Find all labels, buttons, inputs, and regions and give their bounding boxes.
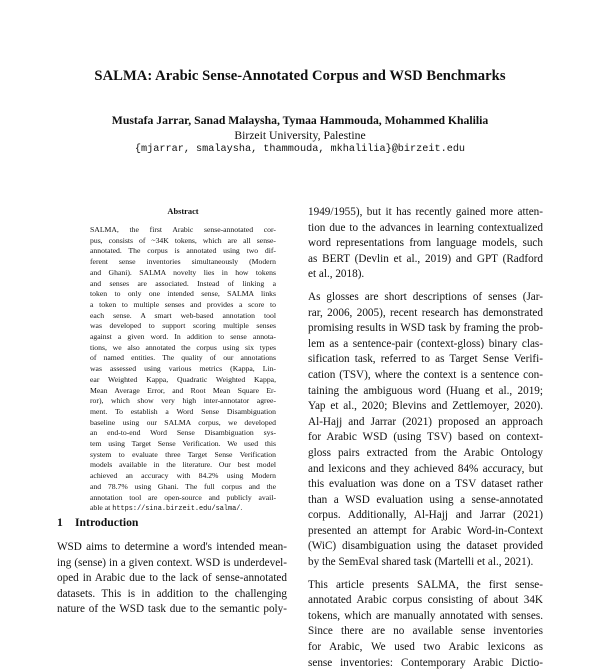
text-line: (WiC) disambiguation using the dataset provided — [308, 540, 543, 553]
text-line: et al., 2018). — [308, 268, 365, 281]
text-line: token to only one intended sense, SALMA links — [90, 289, 276, 299]
text-line: an end-to-end Word Sense Disambiguation sys- — [90, 428, 276, 438]
text-line: SALMA, the first Arabic sense-annotated cor- — [90, 225, 276, 234]
text-line: 1949/1955), but it has recently gained more atten- — [308, 206, 543, 218]
text-line: ror), which show very high inter-annotator agree- — [90, 396, 276, 406]
text-line: models available in the literature. Our best model — [90, 460, 276, 470]
text-line: taining the ambiguous word (Huang et al., 2019; — [308, 384, 543, 397]
section-title: Introduction — [75, 516, 139, 529]
paper-title: SALMA: Arabic Sense-Annotated Corpus and WSD Benchmarks — [94, 68, 506, 84]
text-line: for Arabic, We used two Arabic lexicons as — [308, 641, 543, 654]
text-line — [90, 503, 276, 515]
text-line: sification task, referred to as Target Sense Verifi- — [308, 353, 543, 366]
text-line: corpus. Additionally, Al-Hajj and Jarrar (2021) — [308, 509, 543, 522]
text-line: pus, consists of ~34K tokens, which are all sense- — [90, 235, 276, 245]
text-line: baseline using our SALMA corpus, we developed — [90, 417, 276, 427]
affiliation: Birzeit University, Palestine — [234, 129, 366, 142]
text-line: word representations from language models, such — [308, 237, 543, 250]
text-line: presented an attempt for Arabic Word-in-Context — [308, 524, 543, 537]
text-line: and Ghani). SALMA novelty lies in how tokens — [90, 267, 276, 277]
text-line: system to evaluate three Target Sense Verification — [90, 449, 276, 459]
text-line: tion due to the advances in learning contextualized — [308, 221, 543, 234]
text-line: tokens, which are manually annotated with senses. — [308, 609, 543, 622]
text-line: and senses are associated. Instead of linking a — [90, 278, 276, 288]
paragraph-gap — [308, 571, 543, 578]
text-line: Al-Hajj and Jarrar (2021) proposed an approach — [308, 415, 543, 428]
text-line: against a given word. In addition to sense annota- — [90, 332, 276, 342]
text-line: tem using Target Sense Verification. We used this — [90, 439, 276, 449]
text-line: annotation tool are open-source and publicly avail- — [90, 492, 276, 502]
text-line: cation (TSV), where the context is a sentence con- — [308, 368, 543, 381]
text-line: WSD aims to determine a word's intended mean- — [57, 541, 287, 553]
text-line: this evaluation was done on a TSV dataset rather — [308, 478, 543, 491]
text-line: annotated Arabic corpus consisting of about 34K — [308, 594, 543, 607]
text-line: tions, we also annotated the corpus using six types — [90, 342, 276, 352]
text-line: of named entities. The quality of our annotations — [90, 353, 276, 363]
text-line: lem as a sentence-pair (context-gloss) binary clas- — [308, 337, 543, 350]
author-emails: {mjarrar, smalaysha, thammouda, mkhalilia}@birzeit.edu — [134, 144, 466, 155]
introduction-body — [57, 540, 287, 618]
abstract-tail-text: . — [240, 503, 243, 513]
text-line: and 78.7% using Ghani. The full corpus and the — [90, 481, 276, 491]
text-line: and lexicons and they achieved 84% accuracy, but — [308, 462, 543, 475]
text-line: ear Weighted Kappa, Quadratic Weighted Kappa, — [90, 374, 276, 384]
right-column-body — [308, 205, 543, 671]
text-line: As glosses are short descriptions of senses (Jar- — [308, 290, 543, 303]
text-line: ferent sense inventories simultaneously (Modern — [90, 257, 276, 267]
abstract-heading: Abstract — [167, 207, 199, 216]
text-line: sense inventories: Contemporary Arabic Dictio- — [308, 656, 543, 669]
text-line: for Arabic WSD (using TSV) based on context- — [308, 431, 543, 444]
section-number: 1 — [57, 516, 63, 529]
section-heading-introduction — [57, 516, 138, 529]
abstract-tail-text: able at — [90, 503, 113, 513]
text-line: ment. To establish a Word Sense Disambiguation — [90, 406, 276, 416]
paragraph-gap — [308, 283, 543, 290]
text-line: by the SemEval shared task (Martelli et al., 2021). — [308, 556, 534, 569]
text-line: a token to multiple senses and provides a score to — [90, 299, 276, 309]
text-line: Yap et al., 2020; Blevins and Zettlemoyer, 2020). — [308, 400, 543, 413]
text-line: oped in Arabic due to the lack of sense-annotated — [57, 572, 287, 585]
text-line: achieved an accuracy with 84.2% using Modern — [90, 471, 276, 481]
text-line: was developed to support scoring multiple senses — [90, 321, 276, 331]
author-list: Mustafa Jarrar, Sanad Malaysha, Tymaa Hammouda, Mohammed Khalilia — [111, 114, 489, 127]
text-line: as BERT (Devlin et al., 2019) and GPT (Radford — [308, 252, 543, 265]
text-line: gloss pairs extracted from the Arabic Ontology — [308, 446, 543, 459]
text-line: This article presents SALMA, the first sense- — [308, 578, 543, 591]
abstract-body — [90, 225, 276, 515]
text-line: ing (sense) in a given context. WSD is underdevel- — [57, 556, 287, 569]
text-line: than a WSD evaluation using a sense-annotated — [308, 493, 543, 506]
text-line: Mean Average Error, and Root Mean Square Er- — [90, 385, 276, 395]
text-line: annotated. The corpus is annotated using two dif- — [90, 246, 276, 256]
text-line: nature of the WSD task due to the semantic poly- — [57, 603, 287, 616]
text-line: was assessed using various metrics (Kappa, Lin- — [90, 364, 276, 374]
text-line: datasets. This is in addition to the challenging — [57, 587, 287, 600]
corpus-url-link[interactable]: https://sina.birzeit.edu/salma/ — [112, 505, 241, 514]
text-line: promising results in WSD task by framing the prob- — [308, 322, 543, 335]
text-line: Since there are no available sense inventories — [308, 625, 543, 638]
text-line: each sense. A smart web-based annotation tool — [90, 310, 276, 320]
text-line: rar, 2006, 2005), recent research has demonstrated — [308, 306, 543, 319]
